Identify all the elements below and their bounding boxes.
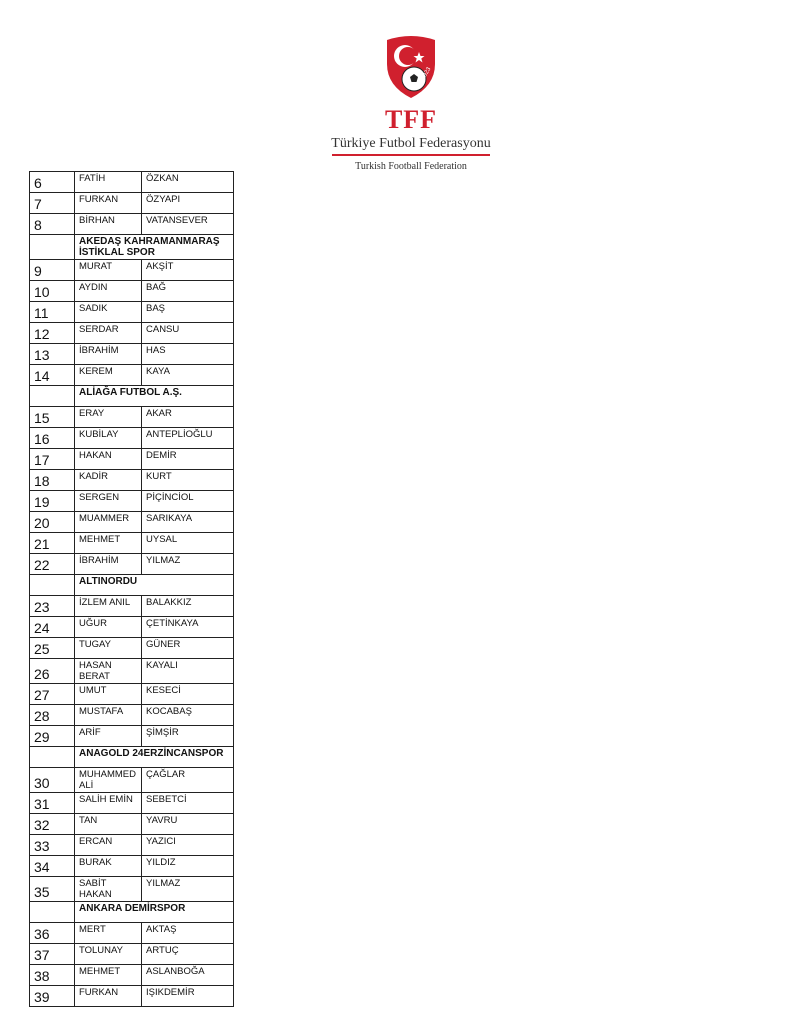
player-last-name: KESECİ xyxy=(142,684,234,705)
player-row xyxy=(30,302,234,323)
player-last-name: IŞIKDEMİR xyxy=(142,986,234,1007)
player-last-name: ARTUÇ xyxy=(142,944,234,965)
player-last-name: ASLANBOĞA xyxy=(142,965,234,986)
player-number: 21 xyxy=(30,533,75,554)
team-name: ANAGOLD 24ERZİNCANSPOR xyxy=(75,747,234,768)
federation-name-tr: Türkiye Futbol Federasyonu xyxy=(331,136,491,151)
player-number: 27 xyxy=(30,684,75,705)
player-number: 25 xyxy=(30,638,75,659)
player-number: 6 xyxy=(30,172,75,193)
player-number: 23 xyxy=(30,596,75,617)
team-header-row xyxy=(30,902,234,923)
player-first-name: ERAY xyxy=(75,407,142,428)
player-first-name: İBRAHİM xyxy=(75,554,142,575)
player-number: 11 xyxy=(30,302,75,323)
player-last-name: YAZICI xyxy=(142,835,234,856)
player-first-name: İBRAHİM xyxy=(75,344,142,365)
player-first-name: AYDIN xyxy=(75,281,142,302)
player-number: 24 xyxy=(30,617,75,638)
player-row xyxy=(30,705,234,726)
player-number: 13 xyxy=(30,344,75,365)
player-first-name: MEHMET xyxy=(75,533,142,554)
player-last-name: ÇAĞLAR xyxy=(142,768,234,793)
player-number: 17 xyxy=(30,449,75,470)
player-last-name: YILMAZ xyxy=(142,554,234,575)
player-first-name: KUBİLAY xyxy=(75,428,142,449)
player-number: 33 xyxy=(30,835,75,856)
player-last-name: SARIKAYA xyxy=(142,512,234,533)
player-number: 9 xyxy=(30,260,75,281)
red-divider xyxy=(332,154,490,156)
player-row xyxy=(30,512,234,533)
player-row xyxy=(30,617,234,638)
player-row xyxy=(30,344,234,365)
player-number: 34 xyxy=(30,856,75,877)
player-last-name: YAVRU xyxy=(142,814,234,835)
team-number-cell xyxy=(30,575,75,596)
player-first-name: SABİT HAKAN xyxy=(75,877,142,902)
player-first-name: BİRHAN xyxy=(75,214,142,235)
player-first-name: SADIK xyxy=(75,302,142,323)
player-row xyxy=(30,365,234,386)
player-number: 10 xyxy=(30,281,75,302)
player-number: 16 xyxy=(30,428,75,449)
roster-body xyxy=(30,172,234,1007)
player-number: 15 xyxy=(30,407,75,428)
tff-crest-icon xyxy=(383,34,439,100)
player-row xyxy=(30,596,234,617)
player-row xyxy=(30,793,234,814)
player-last-name: KOCABAŞ xyxy=(142,705,234,726)
player-first-name: SERDAR xyxy=(75,323,142,344)
player-row xyxy=(30,944,234,965)
team-number-cell xyxy=(30,902,75,923)
player-first-name: UĞUR xyxy=(75,617,142,638)
player-first-name: KADİR xyxy=(75,470,142,491)
svg-text:1923: 1923 xyxy=(420,66,433,81)
player-first-name: MUAMMER xyxy=(75,512,142,533)
player-row xyxy=(30,768,234,793)
player-last-name: BALAKKIZ xyxy=(142,596,234,617)
player-last-name: CANSU xyxy=(142,323,234,344)
player-number: 29 xyxy=(30,726,75,747)
player-row xyxy=(30,491,234,512)
player-last-name: ÖZYAPI xyxy=(142,193,234,214)
player-row xyxy=(30,214,234,235)
player-last-name: YILMAZ xyxy=(142,877,234,902)
player-number: 39 xyxy=(30,986,75,1007)
player-first-name: FATİH xyxy=(75,172,142,193)
player-first-name: UMUT xyxy=(75,684,142,705)
player-first-name: HAKAN xyxy=(75,449,142,470)
player-first-name: ARİF xyxy=(75,726,142,747)
player-number: 18 xyxy=(30,470,75,491)
team-header-row xyxy=(30,386,234,407)
player-row xyxy=(30,835,234,856)
player-first-name: TUGAY xyxy=(75,638,142,659)
player-number: 14 xyxy=(30,365,75,386)
player-row xyxy=(30,684,234,705)
player-row xyxy=(30,814,234,835)
player-last-name: ANTEPLİOĞLU xyxy=(142,428,234,449)
player-last-name: KURT xyxy=(142,470,234,491)
player-first-name: FURKAN xyxy=(75,986,142,1007)
player-number: 7 xyxy=(30,193,75,214)
player-number: 28 xyxy=(30,705,75,726)
player-row xyxy=(30,428,234,449)
player-roster-table xyxy=(29,171,234,1007)
player-row xyxy=(30,659,234,684)
player-number: 35 xyxy=(30,877,75,902)
player-last-name: SEBETCİ xyxy=(142,793,234,814)
player-last-name: AKAR xyxy=(142,407,234,428)
player-number: 8 xyxy=(30,214,75,235)
player-number: 22 xyxy=(30,554,75,575)
team-number-cell xyxy=(30,747,75,768)
team-name: ANKARA DEMİRSPOR xyxy=(75,902,234,923)
player-first-name: MERT xyxy=(75,923,142,944)
team-number-cell xyxy=(30,235,75,260)
player-first-name: SALİH EMİN xyxy=(75,793,142,814)
player-first-name: MUSTAFA xyxy=(75,705,142,726)
player-first-name: İZLEM ANIL xyxy=(75,596,142,617)
player-last-name: DEMİR xyxy=(142,449,234,470)
player-first-name: SERGEN xyxy=(75,491,142,512)
player-number: 30 xyxy=(30,768,75,793)
player-row xyxy=(30,986,234,1007)
player-row xyxy=(30,638,234,659)
player-last-name: UYSAL xyxy=(142,533,234,554)
player-first-name: KEREM xyxy=(75,365,142,386)
player-last-name: ÇETİNKAYA xyxy=(142,617,234,638)
player-row xyxy=(30,449,234,470)
player-row xyxy=(30,407,234,428)
player-last-name: BAŞ xyxy=(142,302,234,323)
player-row xyxy=(30,470,234,491)
player-number: 26 xyxy=(30,659,75,684)
player-last-name: HAS xyxy=(142,344,234,365)
player-row xyxy=(30,260,234,281)
player-last-name: KAYALI xyxy=(142,659,234,684)
player-last-name: PİÇİNCİOL xyxy=(142,491,234,512)
player-row xyxy=(30,193,234,214)
player-first-name: BURAK xyxy=(75,856,142,877)
player-first-name: MURAT xyxy=(75,260,142,281)
player-last-name: VATANSEVER xyxy=(142,214,234,235)
player-first-name: TAN xyxy=(75,814,142,835)
player-number: 19 xyxy=(30,491,75,512)
team-number-cell xyxy=(30,386,75,407)
team-name: AKEDAŞ KAHRAMANMARAŞ İSTİKLAL SPOR xyxy=(75,235,234,260)
team-header-row xyxy=(30,235,234,260)
player-row xyxy=(30,281,234,302)
team-name: ALTINORDU xyxy=(75,575,234,596)
player-number: 12 xyxy=(30,323,75,344)
player-first-name: HASAN BERAT xyxy=(75,659,142,684)
player-last-name: AKTAŞ xyxy=(142,923,234,944)
player-number: 20 xyxy=(30,512,75,533)
player-row xyxy=(30,726,234,747)
player-row xyxy=(30,923,234,944)
player-first-name: MEHMET xyxy=(75,965,142,986)
player-last-name: ÖZKAN xyxy=(142,172,234,193)
player-last-name: GÜNER xyxy=(142,638,234,659)
player-row xyxy=(30,533,234,554)
player-row xyxy=(30,172,234,193)
player-number: 37 xyxy=(30,944,75,965)
player-first-name: ERCAN xyxy=(75,835,142,856)
player-first-name: MUHAMMED ALİ xyxy=(75,768,142,793)
team-name: ALİAĞA FUTBOL A.Ş. xyxy=(75,386,234,407)
player-row xyxy=(30,323,234,344)
player-last-name: KAYA xyxy=(142,365,234,386)
player-last-name: YILDIZ xyxy=(142,856,234,877)
player-row xyxy=(30,965,234,986)
player-first-name: TOLUNAY xyxy=(75,944,142,965)
federation-name-en: Turkish Football Federation xyxy=(355,161,467,172)
team-header-row xyxy=(30,575,234,596)
player-last-name: ŞİMŞİR xyxy=(142,726,234,747)
tff-abbreviation: TFF xyxy=(384,105,438,134)
player-last-name: BAĞ xyxy=(142,281,234,302)
team-header-row xyxy=(30,747,234,768)
player-row xyxy=(30,856,234,877)
player-number: 36 xyxy=(30,923,75,944)
tff-logo xyxy=(328,34,494,173)
player-row xyxy=(30,877,234,902)
player-number: 31 xyxy=(30,793,75,814)
player-first-name: FURKAN xyxy=(75,193,142,214)
player-last-name: AKŞİT xyxy=(142,260,234,281)
player-row xyxy=(30,554,234,575)
player-number: 38 xyxy=(30,965,75,986)
player-number: 32 xyxy=(30,814,75,835)
